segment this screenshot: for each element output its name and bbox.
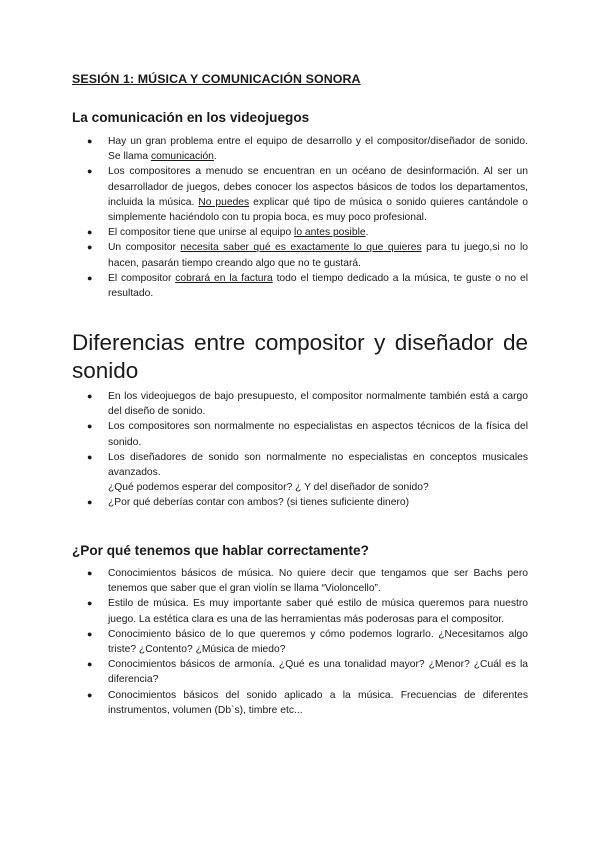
list-item: ● ¿Por qué deberías contar con ambos? (si tienes suficiente dinero) xyxy=(72,495,528,510)
bullet-icon: ● xyxy=(87,391,93,401)
bullet-icon: ● xyxy=(87,242,93,253)
bullet-icon: ● xyxy=(87,497,93,508)
bullet-icon: ● xyxy=(87,136,93,146)
list-item: ● El compositor tiene que unirse al equipo lo antes posible. xyxy=(72,225,528,240)
bullet-icon: ● xyxy=(87,272,93,283)
list-item: ● Conocimientos básicos del sonido aplicado a la música. Frecuencias de diferentes instrumentos, volumen (Db`s), timbre etc... xyxy=(87,689,528,716)
list-item: ● Un compositor necesita saber qué es exactamente lo que quieres para tu juego,si no lo hacen, pasarán tiempo creando algo que no te gustará. xyxy=(87,242,528,269)
section-heading-differences: Diferencias entre compositor y diseñador de sonido xyxy=(72,330,528,383)
list-item: ● Conocimientos básicos de armonía. ¿Qué es una tonalidad mayor? ¿Menor? ¿Cuál es la diferencia? xyxy=(87,659,528,686)
bullet-icon: ● xyxy=(87,689,93,700)
speak-correctly-list xyxy=(72,566,528,718)
list-item: ● El compositor cobrará en la factura todo el tiempo dedicado a la música, te guste o no el resultado. xyxy=(87,272,528,300)
list-item: ● Los compositores son normalmente no especialistas en aspectos técnicos de la física del sonido. xyxy=(87,421,528,448)
bullet-icon: ● xyxy=(87,421,93,432)
list-item: ● Conocimientos básicos de música. No quiere decir que tengamos que ser Bachs pero tenemos que saber que el gran violín se llama “Violoncello”. xyxy=(87,568,528,595)
list-item: ● Conocimiento básico de lo que queremos y cómo podemos lograrlo. ¿Necesitamos algo triste? ¿Contento? ¿Música de miedo? xyxy=(87,628,528,656)
bullet-icon: ● xyxy=(87,598,93,609)
list-item: ● Estilo de música. Es muy importante saber qué estilo de música queremos para nuestro juego. La estética clara es una de las herramientas más poderosas para el compositor. xyxy=(87,598,528,625)
page-title: SESIÓN 1: MÚSICA Y COMUNICACIÓN SONORA xyxy=(72,72,361,86)
section-heading-communication: La comunicación en los videojuegos xyxy=(72,110,310,125)
list-item: ● Hay un gran problema entre el equipo de desarrollo y el compositor/diseñador de sonido. Se llama comunicación. xyxy=(87,136,528,163)
bullet-icon: ● xyxy=(87,227,93,238)
list-item: ● Los compositores a menudo se encuentran en un océano de desinformación. Al ser un desarrollador de juegos, debes conocer los aspectos básicos de todos los departamentos, incluida la música. No puedes explicar qué tipo de música o sonido quieres cantándole o simplemente haciéndolo con tu propia boca, es muy poco profesional. xyxy=(87,166,529,224)
bullet-icon: ● xyxy=(87,568,93,578)
list-item: ● Los diseñadores de sonido son normalmente no especialistas en conceptos musicales avanzados. ¿Qué podemos esperar del compositor? ¿ Y del diseñador de sonido? xyxy=(72,450,528,496)
sub-question: ¿Qué podemos esperar del compositor? ¿ Y del diseñador de sonido? xyxy=(108,482,429,494)
differences-list xyxy=(72,389,528,511)
bullet-icon: ● xyxy=(87,451,93,462)
bullet-icon: ● xyxy=(87,166,93,177)
bullet-icon: ● xyxy=(87,659,93,670)
list-item: ● En los videojuegos de bajo presupuesto, el compositor normalmente también está a cargo del diseño de sonido. xyxy=(87,391,528,418)
communication-list xyxy=(72,134,528,301)
section-heading-speak-correctly: ¿Por qué tenemos que hablar correctamente? xyxy=(72,543,369,558)
bullet-icon: ● xyxy=(87,628,93,639)
